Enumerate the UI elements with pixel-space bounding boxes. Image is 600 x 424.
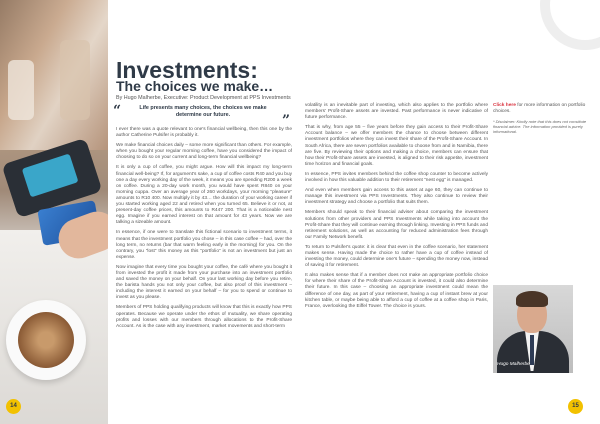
article-byline: By Hugo Malherbe, Executive: Product Development at PPS Investments [116,95,291,101]
close-quote-mark: ” [282,113,291,129]
decorative-ring [540,0,600,50]
paragraph: Members of PPS holding qualifying products will know that this is exactly how PPS operates. Because we operate under the ethos of mutuality, we share operating profits and losses with our members through allocations to the Profit-Share Account. As is the case with any investment, market movements and short-term [116,305,292,329]
photo-jar [60,40,90,120]
page-number-left: 14 [6,399,21,414]
click-here-link[interactable]: Click here [493,103,516,108]
portrait-caption: Hugo Malherbe [497,362,530,367]
article-title: Investments: [116,57,258,83]
paragraph: That is why, from age 55 – five years before they gain access to their Profit-Share Account balance – we offer members the chance to choose between different investment portfolios where they can invest their share of the Profit-Share Account. In South Africa, there are seven portfolios available to choose from and in Namibia, there are five. By reviewing their options and making a choice, members can ensure that how their Profit-Share assets are invested, is aligned to their risk appetite, investment time horizon and financial goals. [305,125,488,167]
paragraph: volatility is an inevitable part of investing, which also applies to the portfolio where members' Profit-Share assets are invested. Past performance is never indicative of future performance. [305,103,488,121]
text-column-2 [305,103,488,314]
text-column-1 [116,127,292,334]
portfolio-info [493,103,589,115]
paragraph: It is only a cup of coffee, you might argue. How will this impact my long-term financial well-being? If, for argument's sake, a cup of coffee costs R40 and you buy one a day every working day of the week, it means you are spending R200 a week on coffee. During a 20-day work month, you would have spent R840 on your morning cuppa. Over an average year of 260 workdays, your morning “pleasure” amounts to R10 400. Now multiply it by 43… the duration of your working career if you started working aged 22 and retired when you turned 65. Believe it or not, at present-day coffee prices, this amounts to R447 200. That is a noticeable nest egg. Imagine if you earned interest on that amount for 43 years. Now we are talking a sizeable amount. [116,165,293,226]
paragraph: In essence, PPS invites members behind the coffee shop counter to become actively involved in how this valuable addition to their retirement “nest egg” is managed. [305,171,488,184]
sidebar-column [493,103,589,138]
terminal-screen [22,153,79,197]
page-number-right: 15 [568,399,583,414]
portrait-hair [516,291,548,307]
paragraph: In essence, if one were to translate this fictional scenario to investment terms, it means that the investment portfolio you chose – in this case coffee – had, over the long term, no returns (bar that warm feeling early in the morning) for you. On the contrary, you “lost” this money as this “portfolio” is not an investment but just an expense. [116,230,292,260]
photo-jar [8,60,34,120]
coffee-surface [18,312,74,368]
paragraph: Members should speak to their financial adviser about comparing the investment solutions from other providers and PPS Investments while taking into account the Profit-Share that they will continue earning through linking. Investing in PPS funds and retirement solutions, as well as accounting for reduced administration fees through our Family Network benefit. [305,210,488,240]
paragraph: To return to Pulsifer's quote: it is clear that even in the coffee scenario, her statement makes sense. Having made the choice to rather have a cup of coffee instead of investing the money, could determine one's future – spending the money now, instead of saving it for retirement. [305,244,488,269]
disclaimer: * Disclaimer: Kindly note that this does not constitute financial advice. The information provided is purely informational. [493,119,587,135]
pull-quote: Life presents many choices, the choices we make determine our future. [139,105,267,118]
link-suffix: for more information on portfolio choices. [493,103,586,115]
article-subtitle: The choices we make… [116,78,274,94]
paragraph: Now imagine that every time you bought your coffee, the café where you bought it from invested the profit it made from your purchase into an investment portfolio and saved the money on your behalf. On your last working day before you retire, the barista hands you not only your coffee, but also proof of this investment – including the interest it earned on your behalf – for you to spend or continue to invest as you please. [116,264,292,301]
paragraph: We make financial choices daily – some more significant than others. For example, when you bought your regular morning coffee, have you considered the impact of choosing to do so on your current and long-term financial wellbeing? [116,143,292,161]
paragraph: I ever there was a quote relevant to one's financial wellbeing, then this one by the author Catherine Pulsifer is probably it. [116,127,292,139]
open-quote-mark: “ [113,103,122,119]
paragraph: It also makes sense that if a member does not make an appropriate portfolio choice for where their share of the Profit-Share Account is invested, it could also determine their future. In this case – choosing an appropriate investment could mean the difference of one day, as part of your retirement, having a cup of instant brew at your kitchen table, or maybe being able to afford a cup of coffee at a coffee shop in Paris, France, overlooking the Eiffel Tower. The choice is yours. [305,273,488,309]
paragraph: And even when members gain access to this asset at age 60, they can continue to manage this investment via PPS Investments. They also continue to review their investment strategy and choose a portfolio that suits them. [305,188,488,206]
portrait-tie [530,335,534,365]
author-portrait [493,285,573,373]
cafe-payment-photo [0,0,108,424]
